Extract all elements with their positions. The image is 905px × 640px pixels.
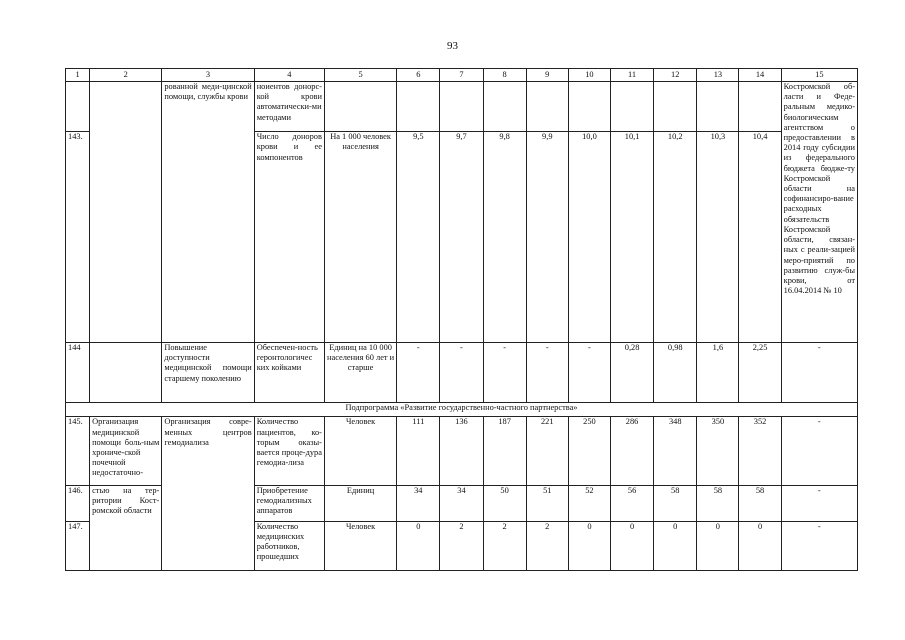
value-cell: 58	[697, 485, 739, 521]
value-cell: 2	[440, 521, 483, 570]
unit-cell: Человек	[324, 417, 396, 485]
note-cell: -	[781, 417, 857, 485]
value-cell: 34	[440, 485, 483, 521]
row-number: 144	[66, 343, 90, 403]
measure-cell: Повышение доступности медицинской помощи старшему поколению	[162, 343, 254, 403]
note-cell: Костромской об-ласти и Феде-ральным медико-биологическим агентством о предоставлении в 2014 году субсидии из федерального бюджета бюдже-ту Костромской области на софинансиро-вание расходных обязательств Костромской области, связан-ных с реали-зацией меро-приятий по развитию служ-бы крови, от 16.04.2014 № 10	[781, 82, 857, 343]
value-cell: 187	[483, 417, 526, 485]
row-number: 146.	[66, 485, 90, 521]
unit-cell: Единиц	[324, 485, 396, 521]
indicator-cell: ноиентов донорс-кой крови автоматически-ми методами	[254, 82, 324, 132]
header-row	[66, 69, 858, 82]
header-cell: 14	[739, 69, 781, 82]
value-cell: -	[397, 343, 440, 403]
measure-cell: Организация совре-менных центров гемодиализа	[162, 417, 254, 571]
value-cell: 58	[654, 485, 697, 521]
value-cell: 348	[654, 417, 697, 485]
table-row	[66, 417, 858, 485]
value-cell: 10,0	[568, 132, 610, 343]
header-cell: 3	[162, 69, 254, 82]
note-cell: -	[781, 521, 857, 570]
measure-cell: рованной меди-цинской помощи, службы крови	[162, 82, 254, 343]
header-cell: 8	[483, 69, 526, 82]
value-cell: 0	[568, 521, 610, 570]
value-cell: -	[440, 343, 483, 403]
value-cell: 34	[397, 485, 440, 521]
value-cell: 2	[526, 521, 568, 570]
value-cell: 10,1	[611, 132, 654, 343]
subprogram-row	[66, 403, 858, 417]
value-cell: 0	[654, 521, 697, 570]
table-row	[66, 343, 858, 403]
table-row	[66, 82, 858, 132]
value-cell: 52	[568, 485, 610, 521]
value-cell: -	[483, 343, 526, 403]
value-cell: 56	[611, 485, 654, 521]
row-number: 147.	[66, 521, 90, 570]
header-cell: 7	[440, 69, 483, 82]
unit-cell: На 1 000 человек населения	[324, 132, 396, 343]
header-cell: 5	[324, 69, 396, 82]
header-cell: 9	[526, 69, 568, 82]
value-cell: 0	[739, 521, 781, 570]
value-cell: 9,7	[440, 132, 483, 343]
value-cell: -	[526, 343, 568, 403]
program-cell: Организация медицинской помощи боль-ным хрониче-ской почечной недостаточно-	[90, 417, 162, 485]
indicator-cell: Число доноров крови и ее компонентов	[254, 132, 324, 343]
value-cell: 350	[697, 417, 739, 485]
value-cell: 10,3	[697, 132, 739, 343]
data-table	[65, 68, 858, 571]
note-cell: -	[781, 343, 857, 403]
value-cell: 51	[526, 485, 568, 521]
header-cell: 11	[611, 69, 654, 82]
value-cell: 10,2	[654, 132, 697, 343]
value-cell: 136	[440, 417, 483, 485]
value-cell: 9,8	[483, 132, 526, 343]
value-cell: 2	[483, 521, 526, 570]
value-cell: 0,28	[611, 343, 654, 403]
value-cell: 250	[568, 417, 610, 485]
header-cell: 15	[781, 69, 857, 82]
indicator-cell: Количество медицинских работников, прошедших	[254, 521, 324, 570]
indicator-cell: Количество пациентов, ко-торым оказы-вается проце-дура гемодиа-лиза	[254, 417, 324, 485]
unit-cell: Человек	[324, 521, 396, 570]
header-cell: 1	[66, 69, 90, 82]
value-cell: 9,9	[526, 132, 568, 343]
row-number: 145.	[66, 417, 90, 485]
value-cell: 10,4	[739, 132, 781, 343]
header-cell: 13	[697, 69, 739, 82]
value-cell: 1,6	[697, 343, 739, 403]
value-cell: 111	[397, 417, 440, 485]
row-number: 143.	[66, 132, 90, 343]
indicator-cell: Обеспечен-ность геронтологичес ких койками	[254, 343, 324, 403]
header-cell: 10	[568, 69, 610, 82]
page-number: 93	[447, 40, 458, 52]
value-cell: 50	[483, 485, 526, 521]
note-cell: -	[781, 485, 857, 521]
subprogram-title: Подпрограмма «Развитие государственно-частного партнерства»	[66, 403, 858, 417]
value-cell: 2,25	[739, 343, 781, 403]
header-cell: 2	[90, 69, 162, 82]
program-cell: стью на тер-ритории Кост-ромской области	[90, 485, 162, 570]
header-cell: 12	[654, 69, 697, 82]
header-cell: 6	[397, 69, 440, 82]
value-cell: 0,98	[654, 343, 697, 403]
unit-cell: Единиц на 10 000 населения 60 лет и старше	[324, 343, 396, 403]
indicator-cell: Приобретение гемодиализных аппаратов	[254, 485, 324, 521]
value-cell: 58	[739, 485, 781, 521]
value-cell: 0	[611, 521, 654, 570]
value-cell: 286	[611, 417, 654, 485]
value-cell: 221	[526, 417, 568, 485]
value-cell: 9,5	[397, 132, 440, 343]
header-cell: 4	[254, 69, 324, 82]
value-cell: 352	[739, 417, 781, 485]
value-cell: 0	[697, 521, 739, 570]
value-cell: 0	[397, 521, 440, 570]
value-cell: -	[568, 343, 610, 403]
